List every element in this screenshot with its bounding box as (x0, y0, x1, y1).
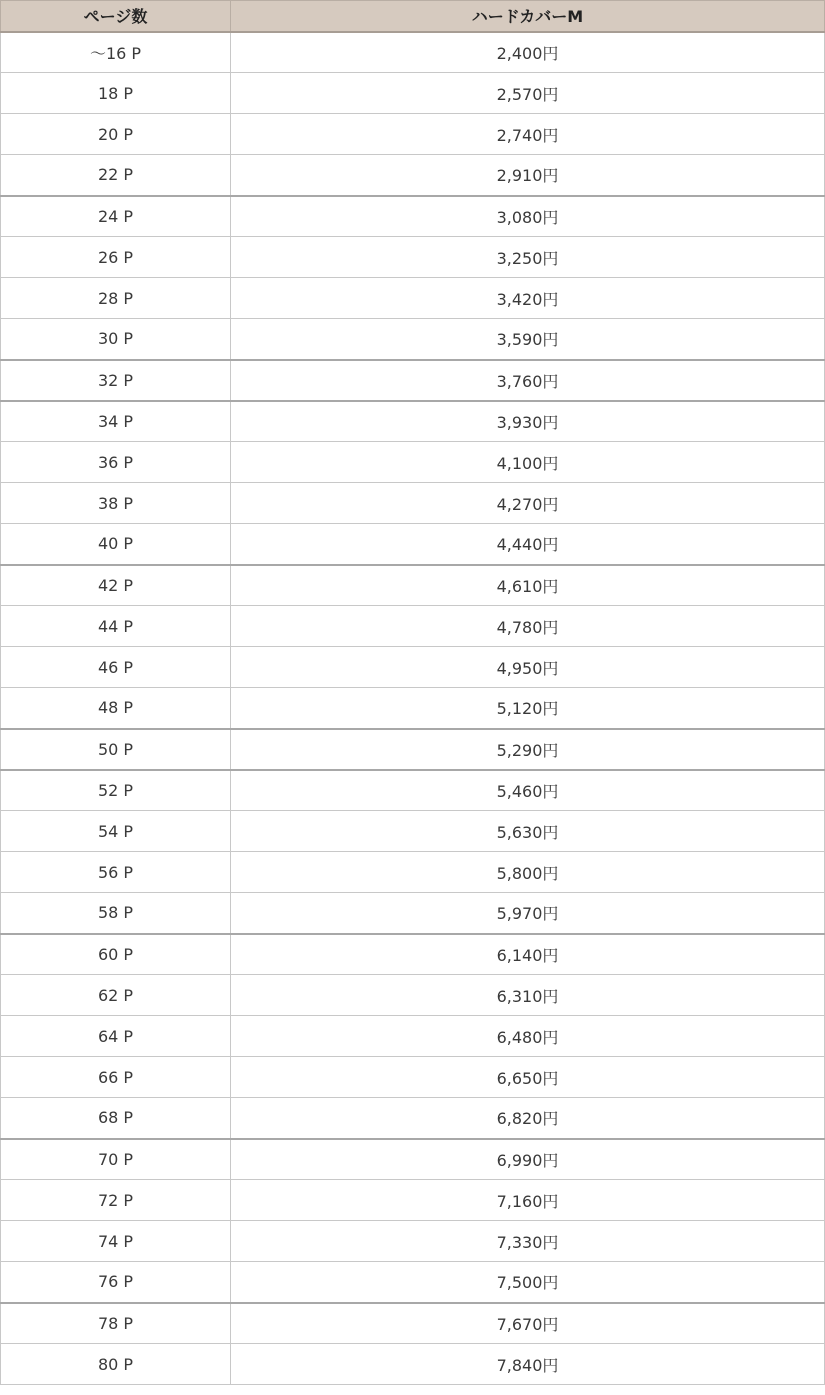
table-row (1, 483, 825, 524)
page-count-cell: 34 P (1, 401, 231, 442)
table-row (1, 1139, 825, 1180)
page-count-cell: 66 P (1, 1057, 231, 1098)
price-cell: 4,610円 (231, 565, 825, 606)
price-cell: 4,100円 (231, 442, 825, 483)
page-count-cell: 40 P (1, 524, 231, 565)
table-row (1, 196, 825, 237)
table-row (1, 934, 825, 975)
price-cell: 5,460円 (231, 770, 825, 811)
page-count-cell: 52 P (1, 770, 231, 811)
price-cell: 5,800円 (231, 852, 825, 893)
page-count-cell: 74 P (1, 1221, 231, 1262)
page-count-cell: 20 P (1, 114, 231, 155)
table-row (1, 1344, 825, 1385)
table-row (1, 1057, 825, 1098)
page-count-cell: 70 P (1, 1139, 231, 1180)
table-header-row (1, 1, 825, 32)
price-cell: 7,670円 (231, 1303, 825, 1344)
table-row (1, 1221, 825, 1262)
page-count-cell: 24 P (1, 196, 231, 237)
page-count-cell: 58 P (1, 893, 231, 934)
table-row (1, 606, 825, 647)
price-cell: 3,590円 (231, 319, 825, 360)
price-cell: 6,820円 (231, 1098, 825, 1139)
table-row (1, 688, 825, 729)
price-cell: 4,440円 (231, 524, 825, 565)
page-count-cell: 68 P (1, 1098, 231, 1139)
price-cell: 7,330円 (231, 1221, 825, 1262)
page-count-cell: ～16 P (1, 32, 231, 73)
price-cell: 3,250円 (231, 237, 825, 278)
page-count-cell: 62 P (1, 975, 231, 1016)
table-row (1, 278, 825, 319)
page-count-cell: 46 P (1, 647, 231, 688)
header-page-count: ページ数 (1, 1, 231, 32)
page-count-cell: 44 P (1, 606, 231, 647)
page-count-cell: 78 P (1, 1303, 231, 1344)
header-hardcover-m: ハードカバーM (231, 1, 825, 32)
page-count-cell: 56 P (1, 852, 231, 893)
page-count-cell: 30 P (1, 319, 231, 360)
price-cell: 3,760円 (231, 360, 825, 401)
price-cell: 4,270円 (231, 483, 825, 524)
table-row (1, 114, 825, 155)
page-count-cell: 32 P (1, 360, 231, 401)
table-row (1, 1262, 825, 1303)
table-row (1, 237, 825, 278)
table-row (1, 401, 825, 442)
price-cell: 5,970円 (231, 893, 825, 934)
page-count-cell: 38 P (1, 483, 231, 524)
price-cell: 6,140円 (231, 934, 825, 975)
price-cell: 4,950円 (231, 647, 825, 688)
price-cell: 5,630円 (231, 811, 825, 852)
page-count-cell: 42 P (1, 565, 231, 606)
page-count-cell: 26 P (1, 237, 231, 278)
page-count-cell: 18 P (1, 73, 231, 114)
table-row (1, 319, 825, 360)
table-row (1, 729, 825, 770)
table-row (1, 442, 825, 483)
price-cell: 6,480円 (231, 1016, 825, 1057)
page-count-cell: 72 P (1, 1180, 231, 1221)
table-row (1, 1098, 825, 1139)
table-row (1, 32, 825, 73)
price-cell: 7,160円 (231, 1180, 825, 1221)
price-cell: 4,780円 (231, 606, 825, 647)
page-count-cell: 80 P (1, 1344, 231, 1385)
page-count-cell: 48 P (1, 688, 231, 729)
table-row (1, 893, 825, 934)
price-cell: 6,990円 (231, 1139, 825, 1180)
table-row (1, 1016, 825, 1057)
price-cell: 7,840円 (231, 1344, 825, 1385)
page-count-cell: 76 P (1, 1262, 231, 1303)
table-row (1, 1180, 825, 1221)
price-cell: 2,910円 (231, 155, 825, 196)
price-cell: 7,500円 (231, 1262, 825, 1303)
price-cell: 3,930円 (231, 401, 825, 442)
price-cell: 5,120円 (231, 688, 825, 729)
price-cell: 2,570円 (231, 73, 825, 114)
price-cell: 3,080円 (231, 196, 825, 237)
page-count-cell: 50 P (1, 729, 231, 770)
table-body (1, 32, 825, 1385)
page-count-cell: 64 P (1, 1016, 231, 1057)
table-row (1, 811, 825, 852)
page-count-cell: 60 P (1, 934, 231, 975)
table-row (1, 975, 825, 1016)
price-cell: 3,420円 (231, 278, 825, 319)
price-cell: 5,290円 (231, 729, 825, 770)
page-count-cell: 28 P (1, 278, 231, 319)
table-row (1, 770, 825, 811)
table-row (1, 852, 825, 893)
table-row (1, 73, 825, 114)
table-row (1, 1303, 825, 1344)
price-cell: 2,740円 (231, 114, 825, 155)
price-cell: 6,650円 (231, 1057, 825, 1098)
page-count-cell: 22 P (1, 155, 231, 196)
table-row (1, 647, 825, 688)
table-row (1, 565, 825, 606)
table-row (1, 524, 825, 565)
page-count-cell: 36 P (1, 442, 231, 483)
price-cell: 2,400円 (231, 32, 825, 73)
page-count-cell: 54 P (1, 811, 231, 852)
price-cell: 6,310円 (231, 975, 825, 1016)
table-row (1, 360, 825, 401)
table-row (1, 155, 825, 196)
